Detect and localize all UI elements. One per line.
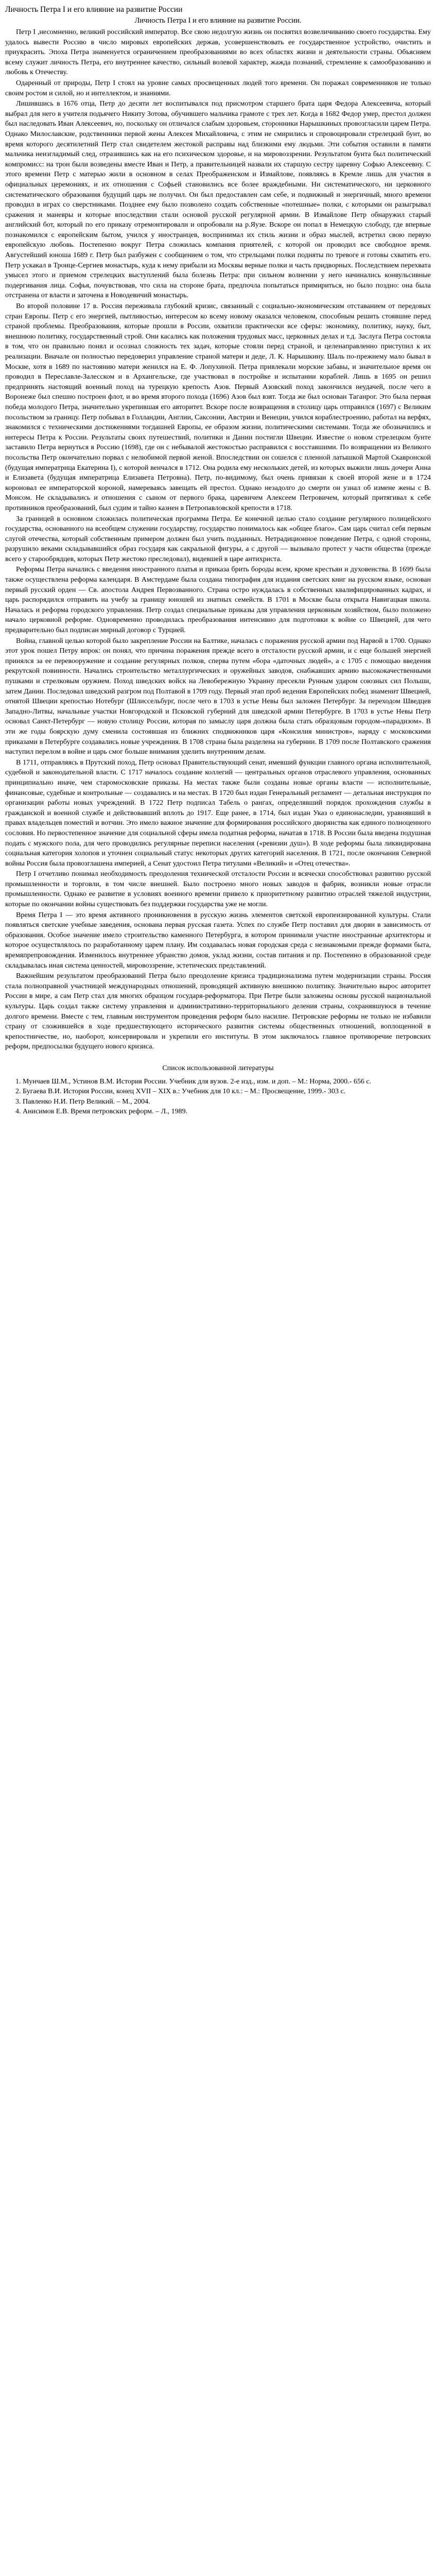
paragraph-9: Петр I отчетливо понимал необходимость преодоления технической отсталости России и всячески способствовал развитию русской промышленности и торговли, в том числе внешней. Было построено много новых заводов и фабрик, возникли новые отрасли промышленности. Однако ее развитие в условиях военного времени привело к приоритетному развитию отраслей тяжелой индустрии, которые по окончании войны существовать без поддержки государства уже не могли. [5, 870, 431, 909]
reference-item: 1. Мунчаев Ш.М., Устинов В.М. История России. Учебник для вузов. 2-е изд., изм. и доп. – М.: Норма, 2000.- 656 с. [23, 1077, 431, 1087]
references-list [5, 1077, 431, 1117]
paragraph-10: Время Петра I — это время активного проникновения в русскую жизнь элементов светской европеизированной культуры. Стали появляться светские учебные заведения, основана первая русская газета. Успех по службе Петр поставил для дворян в зависимость от образования. Особое значение имело строительство каменного Петербурга, в котором принимали участие иностранные архитекторы и которое осуществлялось по разработанному царем плану. Им создавалась новая городская среда с незнакомыми прежде формами быта, времяпрепровождения. Изменилось внутреннее убранство домов, уклад жизни, состав питания и пр. Постепенно в образованной среде складывалась иная система ценностей, мировоззрение, эстетических представлений. [5, 911, 431, 970]
references-heading: Список использованной литературы [162, 1064, 274, 1072]
reference-item: 2. Бугаева В.И. История России, конец XVII – XIX в.: Учебник для 10 кл.: – М.: Просвещение, 1999.- 303 с. [23, 1087, 431, 1097]
reference-item: 4. Анисимов Е.В. Время петровских реформ. – Л., 1989. [23, 1107, 431, 1117]
paragraph-3: Лишившись в 1676 отца, Петр до десяти лет воспитывался под присмотром старшего брата царя Федора Алексеевича, который выбрал для него в учителя подьячего Никиту Зотова, обучившего мальчика грамоте с трех лет. Когда в 1682 Федор умер, престол должен был наследовать Иван Алексеевич, но, поскольку он отличался слабым здоровьем, сторонники Нарышкиных провозгласили царем Петра. Однако Милославские, родственники первой жены Алексея Михайловича, с этим не смирились и спровоцировали стрелецкий бунт, во время которого десятилетний Петр стал свидетелем жестокой расправы над близкими ему людьми. Эти события оставили в памяти мальчика неизгладимый след, отразившись как на его психическом здоровье, и на мировоззрении. Результатом бунта был политический компромисс: на трон были возведены вместе Иван и Петр, а правительницей назвали их старшую сестру царевну Софью Алексеевну. С этого времени Петр с матерью жили в основном в селах Преображенском и Измайлове, появляясь в Кремле лишь для участия в официальных церемониях, и их отношения с Софьей становились все более враждебными. Ни систематического, ни церковного систематического образования будущий царь не получил. Он был предоставлен сам себе, и подвижный и энергичный, много времени проводил в играх со сверстниками. Позднее ему было позволено создать собственные «потешные» полки, с которыми он разыгрывал сражения и маневры и которые впоследствии стали основой русской регулярной армии. В Измайлове Петр обнаружил старый английский бот, который по его приказу отремонтировали и опробовали на р.Яузе. Вскоре он попал в Немецкую слободу, где впервые познакомился с европейским бытом, учился у иностранцев, воспринимал их стиль жизни и образ мыслей, встретил свою первую европейскую любовь. Постепенно вокруг Петра сложилась компания приятелей, с которой он проводил все свободное время. Августейший юноша 1689 г. Петр был разбужен с сообщением о том, что стрельцами полки подняты по тревоге и готовы схватить его. Петр ускакал в Троице-Сергиев монастырь, куда к нему прибыли из Москвы верные полки и часть придворных. Последствием перехвата умысел этого и приемом стрелецких выступлений была болезнь Петра: при сильном волнении у него начинались конвульсивные подергивания лица. Софья, почувствовав, что сила на стороне брата, предпочла попытаться примириться, но было поздно: она была отстранена от власти и заточена в Новодевичий монастырь. [5, 100, 431, 300]
paragraph-4: Во второй половине 17 в. Россия переживала глубокий кризис, связанный с социально-экономическим отставанием от передовых стран Европы. Петр с его энергией, пытливостью, интересом ко всему новому оказался человеком, способным решить стоявшие перед страной проблемы. Преобразования, которые прошли в России, охватили практически все сферы: экономику, политику, науку, быт, внешнюю политику, государственный строй. Они касались как положения трудовых масс, церковных делах и т.д. Заслуга Петра состояла в том, что он правильно понял и осознал сложность тех задач, которые стояли перед страной, и целенаправленно приступил к их реализации. Вначале он полностью передоверил управление страной матери и деде, Л. К. Нарышкину. Шаль по-прежнему мало бывал в Москве, хотя в 1689 по настоянию матери женился на Е. Ф. Лопухиной. Петра привлекали морские забавы, и значительное время он проводил в Переславле-Залесском и в Архангельске, где участвовал в постройке и испытании кораблей. Лишь в 1695 он решил предпринять настоящий военный поход на турецкую крепость Азов. Первый Азовский поход закончился неудачей, после чего в Воронеже был спешно построен флот, и во время второго похода (1696) Азов был взят. Тогда же был основан Таганрог. Это была первая победа молодого Петра, значительно укрепившая его авторитет. Вскоре после возвращения в столицу царь отправился (1697) с Великим посольством за границу. Петр побывал в Голландии, Англии, Саксонии, Австрии и Венеции, учился кораблестроению, работал на верфях, знакомился с техническими достижениями тогдашней Европы, ее образом жизни, политическими системами. Тогда же обозначились и интересы Петра к России. Результаты своих путешествий, политики и Дании постигли Швеции. Известие о новом стрелецком бунте заставило Петра вернуться в Россию (1698), где он с небывалой жестокостью расправился с восставшими. По возвращении из Великого посольства Петр окончательно порвал с нелюбимой первой женой. Впоследствии он сошелся с пленной латышкой Мартой Скавронской (будущая императрица Екатерина I), с которой венчался в 1712. Она родила ему нескольких детей, из которых выжили лишь дочери Анна и Елизавета (будущая императрица Елизавета Петровна). Петр, по-видимому, был очень привязан к своей второй жене и в 1724 короновал ее императорской короной, намереваясь завещать ей престол. Однако незадолго до смерти он узнал об измене жены с В. Монсом. Не складывались и отношения с сыном от первого брака, царевичем Алексеем Петровичем, который притягивал к себе противников преобразований, был судим и тайно казнен в Петропавловской крепости в 1718. [5, 302, 431, 512]
paragraph-11: Важнейшим результатом преобразований Петра было преодоление кризиса традиционализма путем модернизации страны. Россия стала полноправной участницей международных отношений, проводящей активную внешнюю политику. Значительно вырос авторитет России в мире, а сам Петр стал для многих образцом государя-реформатора. При Петре были заложены основы русской национальной культуры. Царь создал также систему управления и административно-территориального деления страны, сохранявшуюся в течение долгого времени. Вместе с тем, главным инструментом проведения реформ было насилие. Петровские реформы не только не избавили страну от сложившейся в ходе предшествующего исторического развития системы общественных отношений, воплощенной в крепостничестве, но, наоборот, консервировали и укрепили его институты. В этом заключалось главное противоречие петровских реформ, предпосылки будущего нового кризиса. [5, 972, 431, 1051]
paragraph-5: За границей в основном сложилась политическая программа Петра. Ее конечной целью стало создание регулярного полицейского государства, основанного на всеобщем служении государству, государство понималось как «общее благо». Сам царь считал себя первым слугой отечества, который собственным примером должен был учить подданных. Нетрадиционное поведение Петра, с одной стороны, разрушило веками складывавшийся образ государя как сакральной фигуры, а с другой — вызывало протест у части общества (прежде всего у старообрядцев, которых Петр жестоко преследовал), видевшей в царе антихриста. [5, 515, 431, 563]
paragraph-6: Реформы Петра начались с введения иностранного платья и приказа брить бороды всем, кроме крестьян и духовенства. В 1699 была также осуществлена реформа календаря. В Амстердаме была создана типография для издания светских книг на русском языке, основан первый русский орден — Св. апостола Андрея Первозванного. Страна остро нуждалась в собственных квалифицированных кадрах, и царь распорядился отправить на учебу за границу юношей из знатных семейств. В 1701 в Москве была открыта Навигацкая школа. Началась и реформа городского управления. Петр создал специальные приказы для управления церковным хозяйством, было положено начало церковной реформе. Одновременно проводилась преобразования интенсивно для подготовки к войне со Швецией, для чего предварительно был подписан мирный договор с Турцией. [5, 566, 431, 635]
reference-item: 3. Павленко Н.И. Петр Великий. – М., 2004. [23, 1097, 431, 1107]
page-title: Личность Петра I и его влияние на развитие России [5, 5, 183, 14]
paragraph-8: В 1711, отправляясь в Прутский поход, Петр основал Правительствующий сенат, имевший функции главного органа исполнительной, судебной и законодательной власти. С 1717 началось создание коллегий — центральных органов отраслевого управления, основанных принципиально иначе, чем старомосковские приказы. На местах также были созданы новые органы власти — исполнительные, финансовые, судебные и контрольные — создавались и на местах. В 1720 был издан Генеральный регламент — детальная инструкция по организации работы новых учреждений. В 1722 Петр подписал Табель о рангах, определявший порядок прохождения службы в гражданской и военной службе и действовавший вплоть до 1917. Еще ранее, в 1714, был издан Указ о единонаследии, уравнявший в правах владельцев поместий и вотчин. Это имело важное значение для формирования российского дворянства как единого полноценного сословия. Но первостепенное значение для социальной сферы имела податная реформа, начатая в 1718. В России была введена подушная подать с мужского пола, для чего проводились регулярные переписи населения («ревизии душ»). В ходе реформы была ликвидирована социальная категория холопов и уточнен социальный статус некоторых других категорий населения. В 1721, после окончания Северной войны Россия была провозглашена империей, а Сенат удостоил Петра титулами «Великий» и «Отец отечества». [5, 758, 431, 868]
document-body [5, 27, 431, 1052]
paragraph-2: Одаренный от природы, Петр I стоял на уровне самых просвещенных людей того времени. Он поражал современников не только своим ростом и силой, но и интеллектом, и знаниями. [5, 79, 431, 97]
paragraph-1: Петр I ,несомненно, великий российский император. Все свою недолгую жизнь он посвятил возвеличиванию своего государства. Ему удалось вывести Россию в число мировых европейских держав, усовершенствовать ее государственное устройство, очистить и приукрасить. Эпоха Петра знаменуется ограничением преобразованиями во всех областях жизни и деятельности страны. Объясняем всему служит личность Петра, его внутреннее качество, сильный волевой характер, жажда познаний, стремление к самообразованию и любовь к Отечеству. [5, 28, 431, 77]
paragraph-7: Война, главной целью которой было закрепление России на Балтике, началась с поражения русской армии под Нарвой в 1700. Однако этот урок пошел Петру впрок: он понял, что причина поражения прежде всего в отсталости русской армии, и с еще большей энергией принялся за ее перевооружение и создание регулярных полков, сперва путем «бора «даточных людей», а с 1705 с помощью введения рекрутской повинности. Начались строительство металлургических и оружейных заводов, снабжавших армию высококачественными пушками и стрелковым оружием. Поход шведских войск на Левобережную Украину пресекли Рунным ударом союзных сил Польши, затем Дании. Последовал шведский разгром под Полтавой в 1709 году. Первый этап проб ведения Европейских побед знаменит Швецией, отнятой Швеции крепостью Нотебург (Шлиссельбург, после чего в 1703 в устье Невы был заложен Петербург. За переходом Шведцев Западно-Литвы, начальные участки Новгородской и Псковской губерний для шведской армии Петербурге. В 1703 в устье Невы Петр основал Санкт-Петербург — новую столицу России, которая по замыслу царя должна была стать образцовым городом-«парадизом». В эти же годы боярскую думу сменила состоявшая из ближних сподвижников царя «Консилия министров», наряду с московскими приказами в Петербурге создавались новые учреждения. В 1708 страна была разделена на губернии. В 1709 после Полтавского сражения наступил перелом в войне и царь смог больше внимания уделить внутренним делам. [5, 637, 431, 756]
document-subtitle: Личность Петра I и его влияние на развитие России. [134, 16, 302, 25]
